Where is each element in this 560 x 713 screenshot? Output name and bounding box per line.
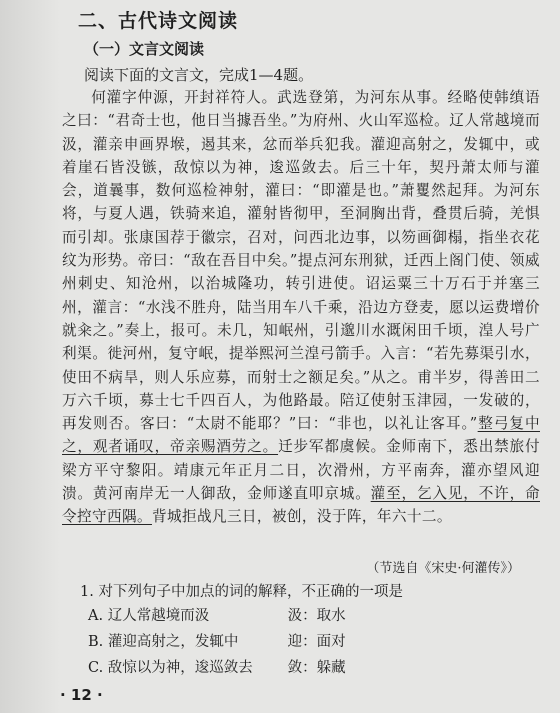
passage-text: 何灌字仲源，开封祥符人。武选登第，为河东从事。经略使韩缜语之曰：“君奇士也，他日当據吾坐。”为府州、火山军巡检。辽人常越境而汲，灌亲申画界堠，遏其来，忿而举兵犯我。灌迎高射之，发辄中，或着崖石皆没镞，敌惊以为神，逡巡敛去。后三十年，契丹萧太师与灌会，道曩事，数何巡检神射，灌曰：“即灌是也。”萧矍然起拜。为河东将，与夏人遇，铁骑来追，灌射皆彻甲，至洞胸出背，叠贯后骑，羌惧而引却。张康国荐于徽宗，召对，问西北边事，以笏画御榻，指坐衣花纹为形势。帝曰：“敌在吾目中矣。”提点河东刑狱，迁西上阁门使、领威州刺史、知沧州，以治城隆功，转引进使。诏运粟三十万石于并塞三州，灌言：“水浅不胜舟，陆当用车八千乘，沿边方登麦，愿以运费增价就籴之。”奏上，报可。未几，知岷州，引邈川水溉闲田千顷，湟人号广利渠。徙河州，复守岷，提举熙河兰湟弓箭手。入言：“若先募渠引水，使田不病旱，则人乐应募，而射士之额足矣。”从之。甫半岁，得善田二万六千顷，募士七千四百人，为他路最。陪辽使射玉津园，一发破的，再发则否。客曰：“太尉不能耶？”曰：“非也，以礼让客耳。”: [62, 89, 540, 433]
option-a-explanation: 汲：取水: [287, 608, 346, 624]
instruction-text: 阅读下面的文言文，完成1—4题。: [84, 66, 314, 84]
option-b-sentence: B. 灌迎高射之，发辄中: [88, 634, 239, 650]
subsection-title: （一）文言文阅读: [84, 40, 205, 58]
underlined-sentence-2: 灌至，乞入见，不许，命令控守西隅。: [62, 485, 540, 526]
section-title: 二、古代诗文阅读: [78, 10, 239, 32]
question-1: 1. 对下列句子中加点的词的解释，不正确的一项是: [80, 584, 403, 600]
option-a-sentence: A. 辽人常越境而汲: [88, 608, 210, 624]
passage-text: 迁步军都虞候。金师南下，悉出禁旅付梁方平守黎阳。靖康元年正月二日，次滑州，方平南奔，灌亦望风迎溃。黄河南岸无一人御敌，金师遂直叩京城。: [62, 438, 540, 503]
option-b-explanation: 迎：面对: [287, 634, 346, 650]
option-c-explanation: 敛：躲藏: [287, 660, 346, 676]
passage-text: 背城拒战凡三日，被创，没于阵，年六十二。: [151, 508, 452, 526]
source-citation: （节选自《宋史·何灌传》）: [366, 561, 520, 576]
option-c-sentence: C. 敌惊以为神，逡巡敛去: [88, 660, 253, 676]
passage-paragraph: [62, 86, 540, 529]
underlined-sentence-1: 整弓复中之，观者诵叹，帝亲赐酒劳之。: [62, 415, 540, 456]
page-number: · 12 ·: [60, 686, 103, 704]
option-b[interactable]: [88, 630, 508, 651]
classical-passage: [62, 86, 540, 529]
page-gutter-shadow: [0, 0, 60, 713]
option-c[interactable]: [88, 656, 508, 677]
option-a[interactable]: [88, 604, 508, 625]
